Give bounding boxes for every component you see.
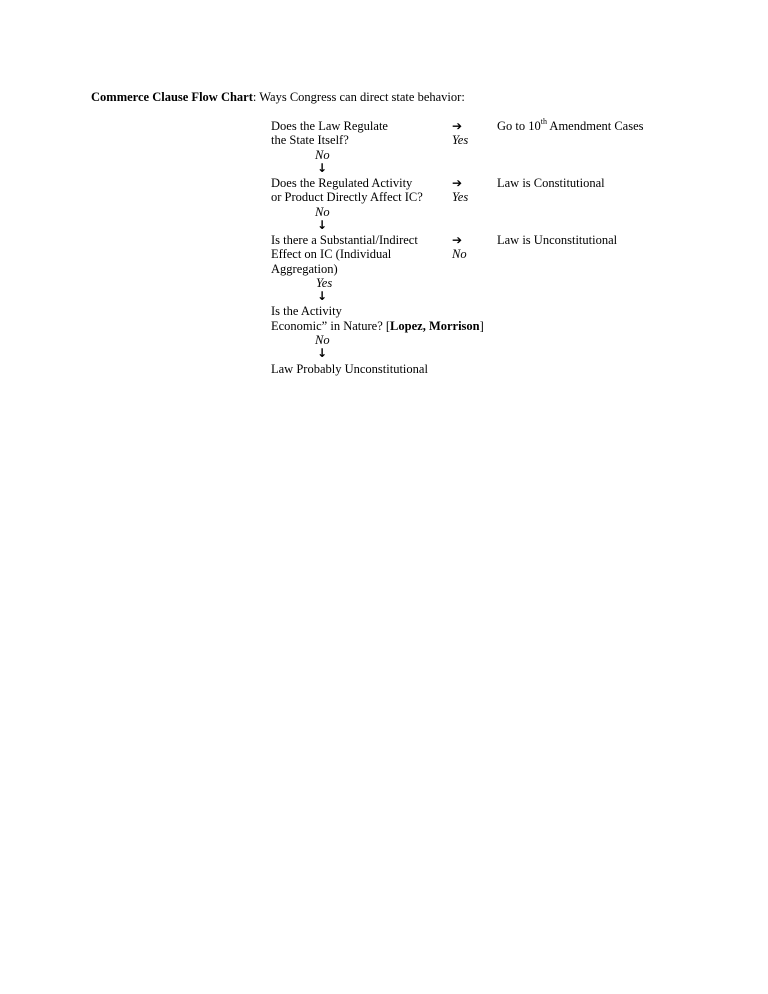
- step3-answer-side: No: [452, 247, 467, 261]
- step2-answer-side: Yes: [452, 190, 469, 204]
- case-morrison: Morrison: [428, 319, 480, 333]
- step1-question-line2: the State Itself?: [271, 133, 349, 147]
- step1-question-line1: Does the Law Regulate: [271, 119, 388, 133]
- step4-question-line2: Economic” in Nature? [Lopez, Morrison]: [271, 319, 484, 333]
- step1-outcome: Go to 10th Amendment Cases: [497, 116, 644, 133]
- step3-question-line3: Aggregation): [271, 262, 338, 276]
- heading-title: Commerce Clause Flow Chart: [91, 90, 253, 104]
- down-arrow-icon: ↓: [317, 346, 328, 360]
- right-arrow-icon: ➔: [452, 119, 463, 133]
- right-arrow-icon: ➔: [452, 233, 463, 247]
- step2-outcome: Law is Constitutional: [497, 176, 605, 190]
- step4-answer-down: No: [315, 333, 330, 347]
- step2-answer-down: No: [315, 205, 330, 219]
- step1-answer-side: Yes: [452, 133, 469, 147]
- down-arrow-icon: ↓: [317, 161, 328, 175]
- step2-question-line2: or Product Directly Affect IC?: [271, 190, 423, 204]
- step2-question-line1: Does the Regulated Activity: [271, 176, 413, 190]
- step1-answer-down: No: [315, 148, 330, 162]
- heading-subtitle: : Ways Congress can direct state behavior:: [252, 90, 465, 104]
- case-lopez: Lopez: [390, 319, 423, 333]
- step4-question-line1: Is the Activity: [271, 304, 342, 318]
- conclusion: Law Probably Unconstitutional: [271, 362, 428, 376]
- right-arrow-icon: ➔: [452, 176, 463, 190]
- step3-outcome: Law is Unconstitutional: [497, 233, 618, 247]
- step3-question-line1: Is there a Substantial/Indirect: [271, 233, 418, 247]
- down-arrow-icon: ↓: [317, 289, 328, 303]
- step3-question-line2: Effect on IC (Individual: [271, 247, 392, 261]
- heading: [91, 90, 465, 104]
- down-arrow-icon: ↓: [317, 218, 328, 232]
- step3-answer-down: Yes: [316, 276, 333, 290]
